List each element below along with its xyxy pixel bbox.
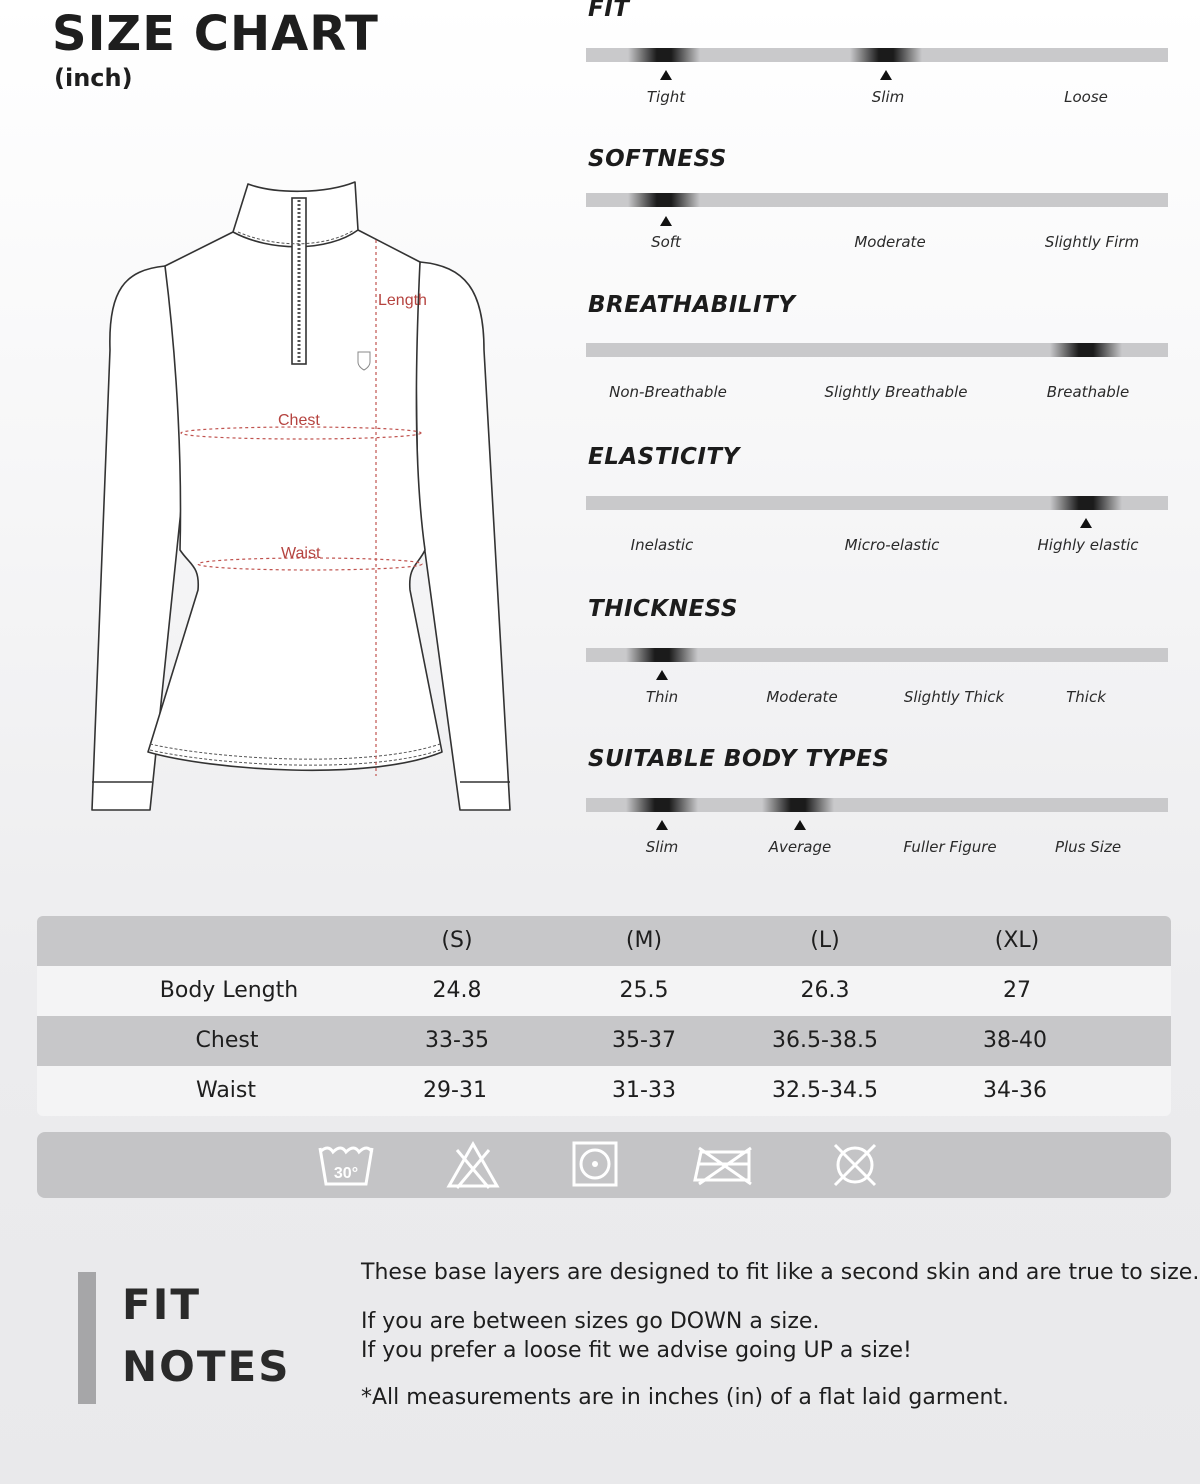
scale-marker: [628, 193, 700, 207]
scale-label: Soft: [651, 233, 681, 251]
scale-label: Breathable: [1046, 383, 1130, 401]
size-header: (S): [441, 928, 473, 953]
length-label: Length: [378, 292, 427, 309]
wash-30-icon: [316, 1140, 376, 1190]
fit-notes-title: NOTES: [122, 1342, 291, 1391]
chest-label: Chest: [278, 412, 320, 429]
scale-marker: [626, 798, 698, 812]
scale-label: Inelastic: [630, 536, 694, 554]
scale-title: BREATHABILITY: [588, 292, 796, 318]
table-cell: 36.5-38.5: [772, 1028, 878, 1053]
scale-title: SOFTNESS: [588, 146, 727, 172]
scale-marker: [762, 798, 834, 812]
table-row: [37, 1016, 1171, 1066]
wash-temp-label: 30°: [333, 1165, 359, 1182]
fit-notes-accent-bar: [78, 1272, 96, 1404]
size-header: (L): [810, 928, 840, 953]
scale-label: Non-Breathable: [609, 383, 727, 401]
scale-bar: [586, 48, 1168, 62]
table-cell: 26.3: [800, 978, 850, 1003]
scale-bar: [586, 496, 1168, 510]
scale-marker: [626, 648, 698, 662]
scale-bar: [586, 798, 1168, 812]
fit-scale: [586, 0, 1170, 146]
no-iron-icon: [693, 1140, 753, 1190]
scale-label: Tight: [646, 88, 686, 106]
pointer-arrow-icon: [1080, 518, 1092, 528]
no-bleach-icon: [443, 1140, 503, 1190]
waist-label: Waist: [281, 545, 321, 562]
scale-bar: [586, 343, 1168, 357]
fit-note: These base layers are designed to fit like a second skin and are true to size.: [361, 1260, 1200, 1285]
size-chart-title: SIZE CHART: [52, 6, 379, 62]
scale-title: FIT: [588, 0, 630, 22]
tumble-dry-icon: [565, 1140, 625, 1190]
scale-label: Highly elastic: [1037, 536, 1139, 554]
row-label: Waist: [195, 1078, 257, 1103]
table-header-row: [37, 916, 1171, 966]
scale-marker: [628, 48, 700, 62]
shirt-diagram: [70, 170, 530, 830]
table-cell: 29-31: [423, 1078, 487, 1103]
fit-note: If you are between sizes go DOWN a size.: [361, 1309, 820, 1334]
table-cell: 34-36: [983, 1078, 1047, 1103]
scale-label: Thin: [645, 688, 679, 706]
size-header: (XL): [994, 928, 1040, 953]
scale-label: Slim: [645, 838, 679, 856]
softness-scale: [586, 146, 1170, 296]
breathability-scale: [586, 292, 1170, 442]
scale-title: ELASTICITY: [588, 444, 740, 470]
scale-bar: [586, 193, 1168, 207]
row-label: Body Length: [159, 978, 299, 1003]
scale-label: Micro-elastic: [844, 536, 940, 554]
table-cell: 27: [1003, 978, 1031, 1003]
table-cell: 38-40: [983, 1028, 1047, 1053]
scale-label: Average: [768, 838, 832, 856]
table-cell: 31-33: [612, 1078, 676, 1103]
no-dry-clean-icon: [825, 1140, 885, 1190]
table-cell: 25.5: [619, 978, 669, 1003]
care-instructions-bar: [37, 1132, 1171, 1198]
pointer-arrow-icon: [656, 820, 668, 830]
scale-label: Loose: [1064, 88, 1108, 106]
pointer-arrow-icon: [880, 70, 892, 80]
pointer-arrow-icon: [656, 670, 668, 680]
unit-label: (inch): [54, 64, 133, 92]
pointer-arrow-icon: [660, 70, 672, 80]
scale-title: SUITABLE BODY TYPES: [588, 746, 890, 772]
elasticity-scale: [586, 444, 1170, 594]
fit-note: If you prefer a loose fit we advise going UP a size!: [361, 1338, 912, 1363]
fit-notes-title: FIT: [122, 1280, 201, 1329]
scale-marker: [1050, 343, 1122, 357]
thickness-scale: [586, 596, 1170, 746]
scale-label: Moderate: [854, 233, 926, 251]
table-row: [37, 966, 1171, 1016]
scale-title: THICKNESS: [588, 596, 738, 622]
table-cell: 24.8: [432, 978, 482, 1003]
row-label: Chest: [195, 1028, 259, 1053]
size-header: (M): [625, 928, 663, 953]
table-cell: 32.5-34.5: [772, 1078, 878, 1103]
table-row: [37, 1066, 1171, 1116]
scale-label: Plus Size: [1054, 838, 1122, 856]
scale-marker: [1050, 496, 1122, 510]
pointer-arrow-icon: [794, 820, 806, 830]
scale-label: Fuller Figure: [903, 838, 997, 856]
scale-label: Slightly Thick: [903, 688, 1005, 706]
table-cell: 33-35: [425, 1028, 489, 1053]
scale-label: Moderate: [766, 688, 838, 706]
pointer-arrow-icon: [660, 216, 672, 226]
scale-label: Slightly Breathable: [824, 383, 968, 401]
body-types-scale: [586, 746, 1170, 896]
size-table: [37, 916, 1171, 1116]
scale-label: Thick: [1066, 688, 1106, 706]
scale-bar: [586, 648, 1168, 662]
table-cell: 35-37: [612, 1028, 676, 1053]
scale-label: Slim: [871, 88, 905, 106]
scale-label: Slightly Firm: [1044, 233, 1140, 251]
fit-note: *All measurements are in inches (in) of a flat laid garment.: [361, 1385, 1010, 1410]
scale-marker: [850, 48, 922, 62]
